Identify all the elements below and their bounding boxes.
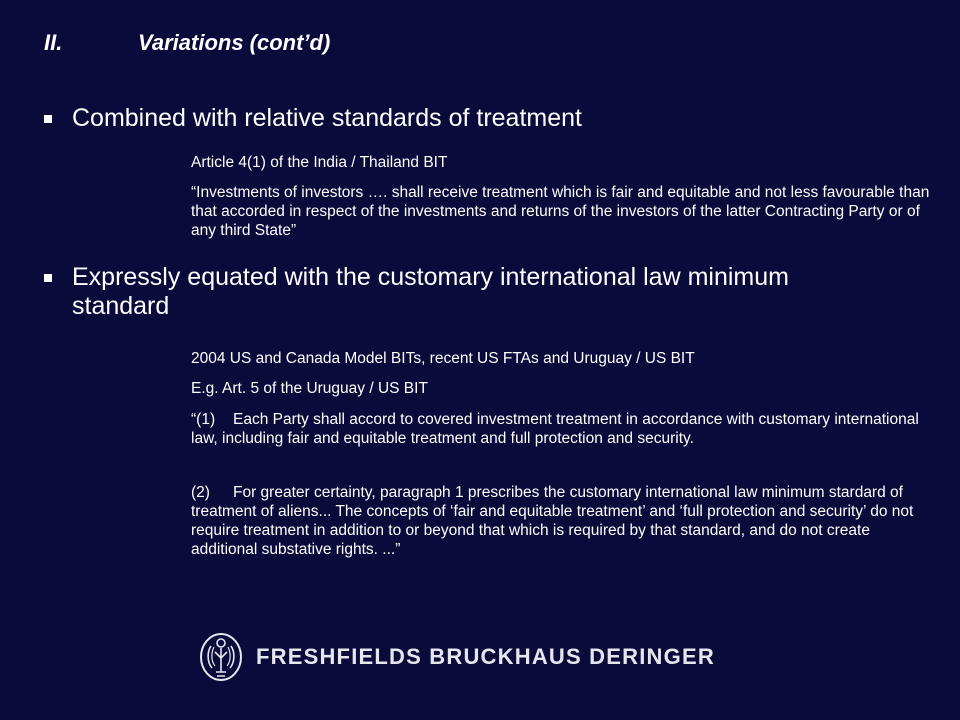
paragraph-text: Each Party shall accord to covered investment treatment in accordance with customary international law, including fair and equitable treatment and full protection and security. [191,411,919,447]
sub-item-article-reference: E.g. Art. 5 of the Uruguay / US BIT [191,380,428,397]
square-bullet-icon [44,274,52,282]
bullet-text [72,263,789,321]
sub-item-model-bits: 2004 US and Canada Model BITs, recent US FTAs and Uruguay / US BIT [191,350,695,367]
bullet-text: Combined with relative standards of treatment [72,104,582,132]
section-number: II. [44,30,63,55]
bullet-text-line-2: standard [72,292,170,320]
paragraph-text: For greater certainty, paragraph 1 prescribes the customary international law minimum stardard of treatment of aliens... The concepts of ‘fair and equitable treatment’ and ‘full protection and security’ do not require treatment in addition to or beyond that which is required by that standard, and do not create additional substative rights. ...” [191,484,914,558]
section-title: Variations (cont’d) [138,30,331,55]
bullet-text-line-1: Expressly equated with the customary international law minimum [72,263,789,291]
paragraph-number: “(1) [191,411,216,428]
angel-icon [198,632,244,682]
sub-item-article-reference: Article 4(1) of the India / Thailand BIT [191,154,448,171]
paragraph-number: (2) [191,484,210,501]
slide-title [44,30,330,56]
company-logo [198,632,715,682]
sub-item-paragraph-1 [191,410,931,448]
sub-item-quote: “Investments of investors …. shall receive treatment which is fair and equitable and not less favourable than that accorded in respect of the investments and returns of the investors of the latter Contracting Party or of any third State” [191,184,930,239]
sub-item-paragraph-2 [191,483,931,559]
logo-text: FRESHFIELDS BRUCKHAUS DERINGER [256,644,715,669]
square-bullet-icon [44,115,52,123]
